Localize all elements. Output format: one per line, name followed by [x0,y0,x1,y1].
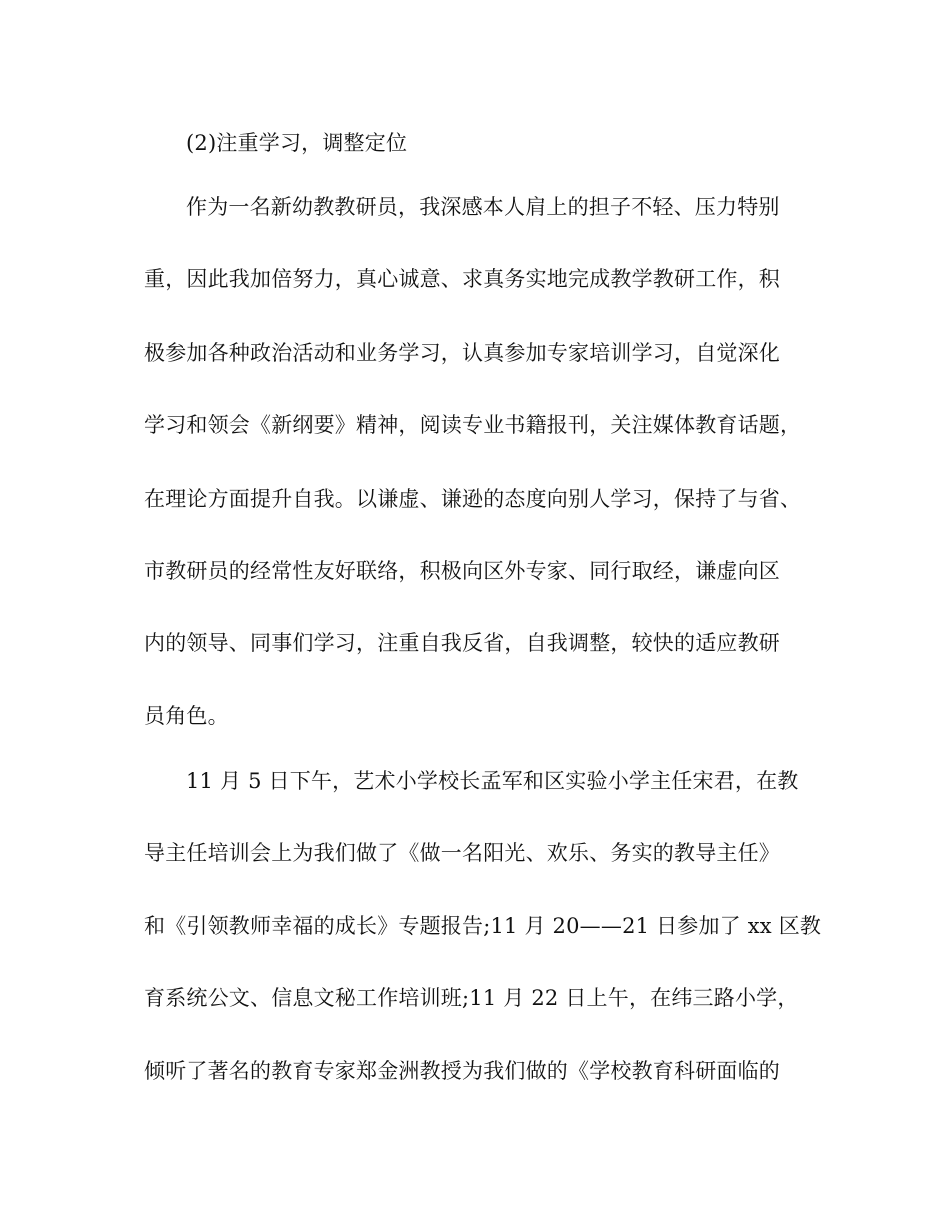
paragraph-line: 重，因此我加倍努力，真心诚意、求真务实地完成教学教研工作，积 [144,267,780,291]
paragraph-line: 内的领导、同事们学习，注重自我反省，自我调整，较快的适应教研 [144,631,780,655]
paragraph-line: 员角色。 [144,704,229,728]
paragraph-line: 和《引领教师幸福的成长》专题报告;11 月 20——21 日参加了 xx 区教 [144,914,822,938]
paragraph-line: 市教研员的经常性友好联络，积极向区外专家、同行取经，谦虚向区 [144,559,780,583]
section-heading: (2)注重学习，调整定位 [186,131,408,155]
paragraph-line: 作为一名新幼教教研员，我深感本人肩上的担子不轻、压力特别 [186,195,780,219]
paragraph-line: 导主任培训会上为我们做了《做一名阳光、欢乐、务实的教导主任》 [144,841,780,865]
paragraph-line: 育系统公文、信息文秘工作培训班;11 月 22 日上午，在纬三路小学， [144,986,799,1010]
paragraph-line: 学习和领会《新纲要》精神，阅读专业书籍报刊，关注媒体教育话题， [144,413,802,437]
paragraph-line: 极参加各种政治活动和业务学习，认真参加专家培训学习，自觉深化 [144,341,780,365]
paragraph-line: 11 月 5 日下午，艺术小学校长孟军和区实验小学主任宋君，在教 [186,769,799,793]
paragraph-line: 倾听了著名的教育专家郑金洲教授为我们做的《学校教育科研面临的 [144,1059,780,1083]
paragraph-line: 在理论方面提升自我。以谦虚、谦逊的态度向别人学习，保持了与省、 [144,487,802,511]
